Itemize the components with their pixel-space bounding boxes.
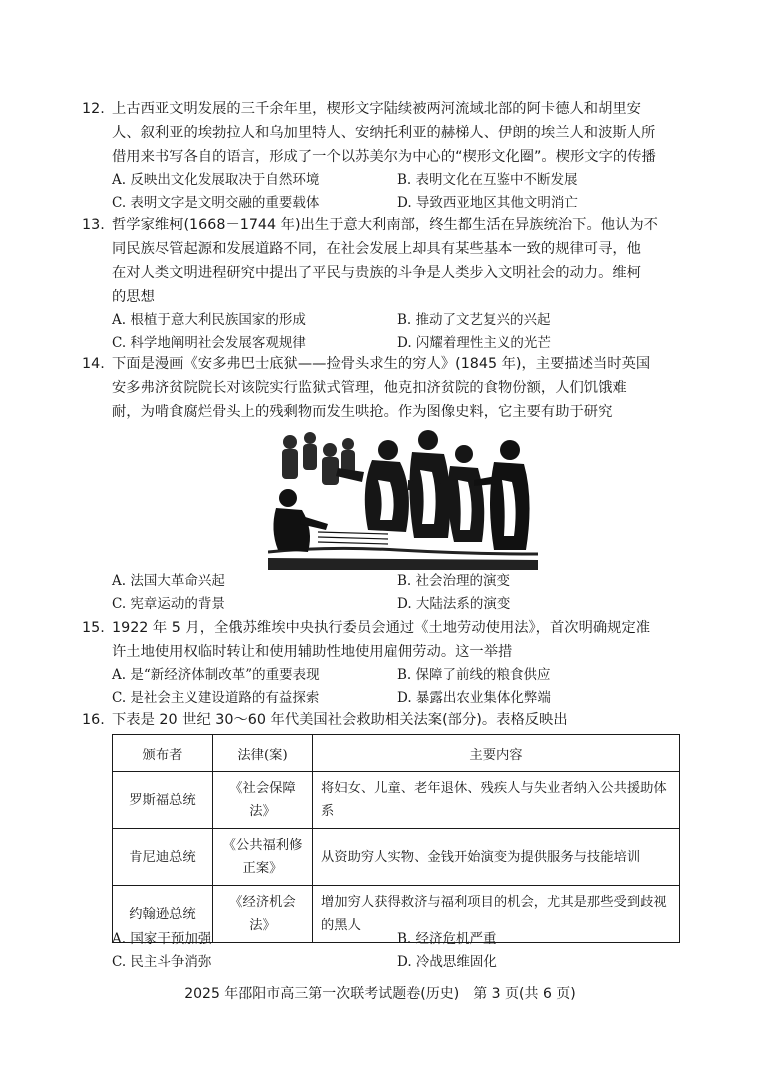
table-cell: 《公共福利修正案》 [213,829,313,886]
table-cell: 约翰逊总统 [113,886,213,943]
option-a[interactable]: A. 反映出文化发展取决于自然环境 [112,172,320,188]
question-16 [82,708,682,732]
question-number: 12. [82,101,105,117]
question-text: 下表是 20 世纪 30～60 年代美国社会救助相关法案(部分)。表格反映出 [112,712,568,728]
option-b[interactable]: B. 社会治理的演变 [397,573,511,589]
table-cell: 《经济机会法》 [213,886,313,943]
option-b[interactable]: B. 经济危机严重 [397,931,497,947]
option-c[interactable]: C. 宪章运动的背景 [112,596,225,612]
table-cell: 罗斯福总统 [113,772,213,829]
question-16-options [82,928,682,974]
option-c[interactable]: C. 民主斗争消弥 [112,954,212,970]
table-header: 颁布者 [113,735,213,772]
question-number: 13. [82,217,105,233]
option-c[interactable]: C. 科学地阐明社会发展客观规律 [112,335,306,351]
option-d[interactable]: D. 闪耀着理性主义的光芒 [397,335,551,351]
table-header: 法律(案) [213,735,313,772]
option-b[interactable]: B. 保障了前线的粮食供应 [397,667,551,683]
option-c[interactable]: C. 是社会主义建设道路的有益探索 [112,690,320,706]
table-cell: 肯尼迪总统 [113,829,213,886]
question-14-options [82,570,682,616]
option-d[interactable]: D. 大陆法系的演变 [397,596,511,612]
table-cell: 增加穷人获得救济与福利项目的机会，尤其是那些受到歧视的黑人 [313,886,680,943]
table-cell: 从资助穷人实物、金钱开始演变为提供服务与技能培训 [313,829,680,886]
question-text: 同民族尽管起源和发展道路不同，在社会发展上却具有某些基本一致的规律可寻，他 [112,241,641,257]
option-a[interactable]: A. 国家干预加强 [112,931,212,947]
table-row [113,772,680,829]
question-15 [82,616,682,710]
option-a[interactable]: A. 根植于意大利民族国家的形成 [112,312,306,328]
question-number: 15. [82,620,105,636]
page-footer: 2025 年邵阳市高三第一次联考试题卷(历史) 第 3 页(共 6 页) [184,986,576,1002]
law-table [112,734,680,943]
question-text: 1922 年 5 月，全俄苏维埃中央执行委员会通过《土地劳动使用法》，首次明确规定准 [112,620,651,636]
option-d[interactable]: D. 暴露出农业集体化弊端 [397,690,551,706]
question-text: 许土地使用权临时转让和使用辅助性地使用雇佣劳动。这一举措 [112,644,513,660]
table-row [113,829,680,886]
question-text: 哲学家维柯(1668－1744 年)出生于意大利南部，终生都生活在异族统治下。他认为不 [112,217,658,233]
table-cell: 将妇女、儿童、老年退休、残疾人与失业者纳入公共援助体系 [313,772,680,829]
question-12 [82,97,682,215]
cartoon-image [268,420,538,570]
question-text: 在对人类文明进程研究中提出了平民与贵族的斗争是人类步入文明社会的动力。维柯 [112,265,641,281]
question-14 [82,352,682,424]
question-text: 人、叙利亚的埃勃拉人和乌加里特人、安纳托利亚的赫梯人、伊朗的埃兰人和波斯人所 [112,125,656,141]
table-cell: 《社会保障法》 [213,772,313,829]
question-number: 16. [82,712,105,728]
option-a[interactable]: A. 法国大革命兴起 [112,573,225,589]
question-13 [82,213,682,355]
question-number: 14. [82,356,105,372]
option-d[interactable]: D. 导致西亚地区其他文明消亡 [397,195,578,211]
option-d[interactable]: D. 冷战思维固化 [397,954,497,970]
question-text: 安多弗济贫院院长对该院实行监狱式管理，他克扣济贫院的食物份额，人们饥饿难 [112,380,627,396]
question-text: 借用来书写各自的语言，形成了一个以苏美尔为中心的“楔形文化圈”。楔形文字的传播 [112,149,656,165]
table-header-row [113,735,680,772]
question-text: 下面是漫画《安多弗巴士底狱——捡骨头求生的穷人》(1845 年)，主要描述当时英国 [112,356,651,372]
option-b[interactable]: B. 表明文化在互鉴中不断发展 [397,172,578,188]
question-text: 的思想 [112,289,155,305]
option-c[interactable]: C. 表明文字是文明交融的重要载体 [112,195,320,211]
question-text: 上古西亚文明发展的三千余年里，楔形文字陆续被两河流域北部的阿卡德人和胡里安 [112,101,641,117]
option-a[interactable]: A. 是“新经济体制改革”的重要表现 [112,667,320,683]
question-text: 耐，为啃食腐烂骨头上的残剩物而发生哄抢。作为图像史料，它主要有助于研究 [112,404,613,420]
table-header: 主要内容 [313,735,680,772]
option-b[interactable]: B. 推动了文艺复兴的兴起 [397,312,551,328]
